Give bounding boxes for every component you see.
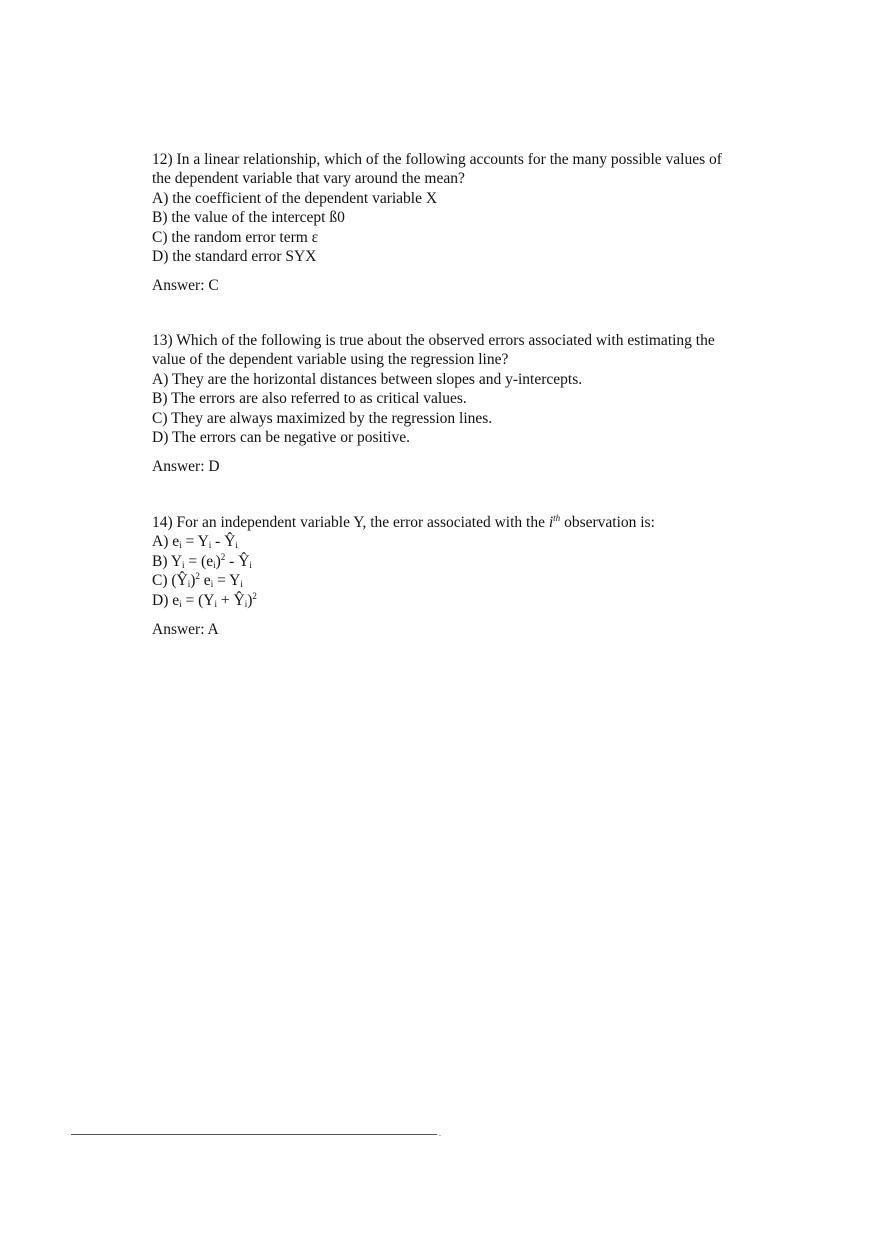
option-c: C) $(Ŷ_i)^2$ $e_i = Y_i$ [152,571,243,590]
option-b: B) The errors are also referred to as critical values. [152,390,467,408]
footer-mark: . [439,1129,441,1138]
option-a: A) the coefficient of the dependent variable X [152,189,438,207]
question-suffix: observation is: [564,514,655,531]
question-12 [152,150,742,296]
option-d: D) the standard error SYX [152,248,317,266]
question-text-line: value of the dependent variable using the regression line? [152,351,509,369]
option-d: D) $e_i = (Y_i$ + $Ŷ_i)^2$ [152,590,257,609]
ith-symbol: $i^{th}$ [548,513,561,531]
option-a: A) $e_i = Y_i$ - $Ŷ_i$ [152,533,238,551]
question-text-line: the dependent variable that vary around the mean? [152,170,465,188]
question-text-line [152,513,742,532]
question-text-line: 12) In a linear relationship, which of the following accounts for the many possible values of [152,151,722,168]
answer: Answer: C [152,277,219,295]
option-c: C) the random error term ε [152,228,319,246]
answer: Answer: A [152,621,219,639]
question-14 [152,513,742,639]
option-d: D) The errors can be negative or positive. [152,429,410,447]
option-a: A) They are the horizontal distances between slopes and y-intercepts. [152,370,583,388]
answer: Answer: D [152,458,220,476]
option-c: C) They are always maximized by the regression lines. [152,409,493,427]
question-text-line: 13) Which of the following is true about the observed errors associated with estimating the [152,332,715,349]
option-b: B) the value of the intercept ß0 [152,209,345,227]
footer-separator [71,1134,437,1135]
question-prefix: 14) For an independent variable Y, the error associated with the [152,514,545,531]
question-13 [152,331,742,477]
option-b: B) $Y_i = (e_i)^2$ - $Ŷ_i$ [152,551,252,570]
